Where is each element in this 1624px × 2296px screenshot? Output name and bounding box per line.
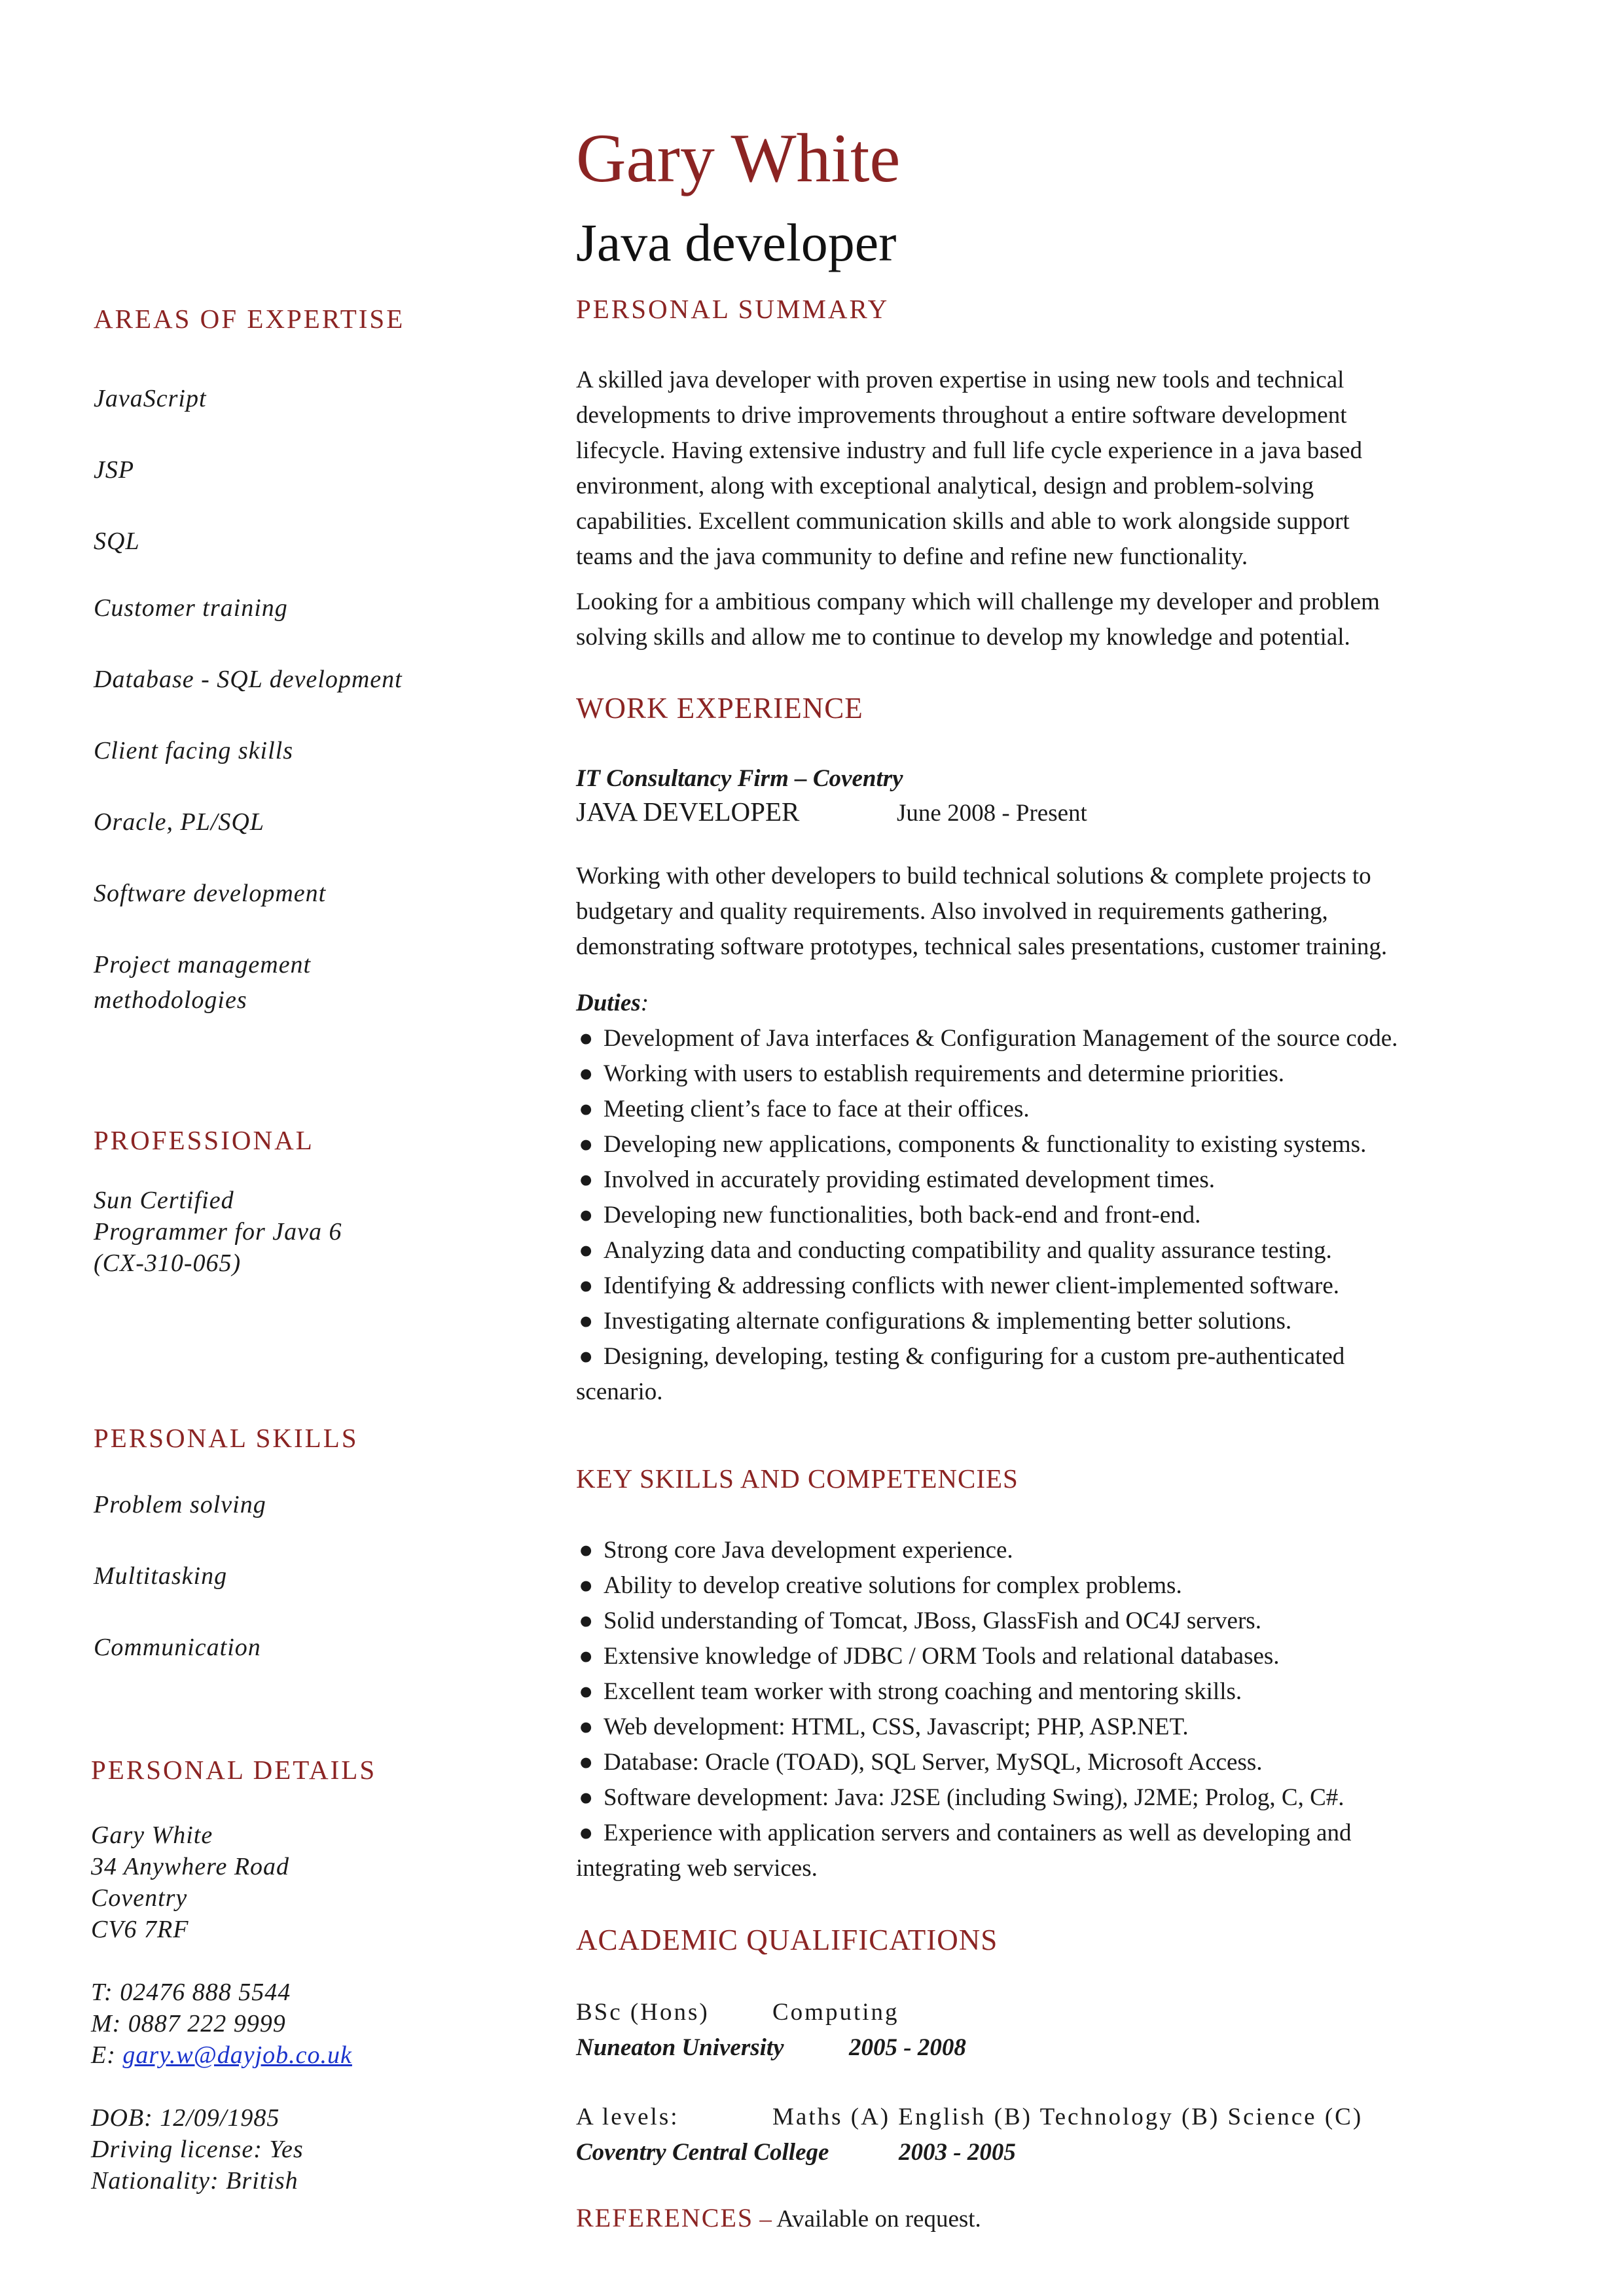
candidate-name: Gary White <box>576 120 901 196</box>
personal-summary <box>576 363 1545 655</box>
bullet-icon: ● <box>579 1572 594 1599</box>
bullet-icon: ● <box>579 1237 594 1264</box>
bullet-icon: ● <box>579 1343 594 1370</box>
duties-label-row: Duties: <box>576 990 649 1016</box>
references-heading: REFERENCES <box>576 2203 754 2233</box>
list-item: Communication <box>94 1634 261 1661</box>
list-item: ● Investigating alternate configurations & implementing better solutions. <box>576 1304 1545 1339</box>
key-skills <box>576 1533 1545 1886</box>
university-row <box>576 2030 1545 2066</box>
list-item: ● Web development: HTML, CSS, Javascript; PHP, ASP.NET. <box>576 1710 1545 1745</box>
list-item: ● Meeting client’s face to face at their offices. <box>576 1092 1545 1127</box>
degree-subject: Computing <box>772 1999 899 2026</box>
list-item: JSP <box>94 456 135 484</box>
list-item: Client facing skills <box>94 737 293 764</box>
personal-details-heading: PERSONAL DETAILS <box>91 1755 377 1785</box>
work-experience <box>576 762 1545 1410</box>
certification-line: Programmer for Java 6 <box>94 1218 342 1246</box>
summary-line: Looking for a ambitious company which will challenge my developer and problem <box>576 588 1380 615</box>
spacer <box>91 1945 497 1977</box>
email-link[interactable]: gary.w@dayjob.co.uk <box>122 2041 352 2069</box>
list-item: ● Developing new applications, components & functionality to existing systems. <box>576 1127 1545 1162</box>
list-item: ● Database: Oracle (TOAD), SQL Server, MySQL, Microsoft Access. <box>576 1745 1545 1780</box>
alevels-subjects: Maths (A) English (B) Technology (B) Science (C) <box>772 2104 1363 2130</box>
bullet-icon: ● <box>579 1678 594 1705</box>
academic-qualifications-heading: ACADEMIC QUALIFICATIONS <box>576 1924 998 1956</box>
list-item-continuation: scenario. <box>576 1378 663 1405</box>
driving-license: Driving license: Yes <box>91 2136 304 2163</box>
list-item: ● Ability to develop creative solutions for complex problems. <box>576 1568 1545 1604</box>
list-item: ● Extensive knowledge of JDBC / ORM Tools and relational databases. <box>576 1639 1545 1674</box>
college-dates: 2003 - 2005 <box>899 2139 1016 2166</box>
work-description-line: budgetary and quality requirements. Also involved in requirements gathering, <box>576 898 1328 925</box>
list-item: Problem solving <box>94 1491 266 1518</box>
telephone: T: 02476 888 5544 <box>91 1979 291 2006</box>
spacer <box>576 2066 1545 2100</box>
list-item: ● Excellent team worker with strong coaching and mentoring skills. <box>576 1674 1545 1710</box>
bullet-icon: ● <box>579 1166 594 1193</box>
list-item: SQL <box>94 528 140 555</box>
personal-skills-heading: PERSONAL SKILLS <box>94 1423 359 1453</box>
list-item: ● Experience with application servers and containers as well as developing and <box>576 1816 1545 1851</box>
bullet-icon: ● <box>579 1308 594 1335</box>
list-item: Multitasking <box>94 1562 228 1590</box>
bullet-icon: ● <box>579 1713 594 1740</box>
bullet-icon: ● <box>579 1784 594 1811</box>
bullet-icon: ● <box>579 1096 594 1122</box>
list-item: ● Involved in accurately providing estimated development times. <box>576 1162 1545 1198</box>
bullet-icon: ● <box>579 1820 594 1846</box>
summary-line: A skilled java developer with proven expertise in using new tools and technical <box>576 367 1344 393</box>
degree: BSc (Hons) <box>576 1999 710 2026</box>
certification-block <box>94 1185 499 1279</box>
duties-label: Duties <box>576 990 641 1016</box>
list-item: Customer training <box>94 594 288 622</box>
list-item: ● Development of Java interfaces & Configuration Management of the source code. <box>576 1021 1545 1056</box>
address-line: Coventry <box>91 1884 188 1912</box>
academic-qualifications <box>576 1995 1545 2170</box>
bullet-icon: ● <box>579 1537 594 1564</box>
key-skills-heading: KEY SKILLS AND COMPETENCIES <box>576 1463 1019 1494</box>
job-title: Java developer <box>576 213 897 272</box>
spacer <box>576 575 1545 584</box>
list-item: Project management methodologies <box>94 951 312 1014</box>
employer: IT Consultancy Firm – Coventry <box>576 765 903 792</box>
role: JAVA DEVELOPER <box>576 797 800 827</box>
references-text: Available on request. <box>776 2206 981 2233</box>
references-row <box>576 2200 1545 2237</box>
spacer <box>576 965 1545 986</box>
areas-of-expertise-list <box>94 381 499 1054</box>
university: Nuneaton University <box>576 2034 784 2061</box>
list-item: ● Strong core Java development experience. <box>576 1533 1545 1568</box>
summary-line: environment, along with exceptional analytical, design and problem-solving <box>576 473 1314 499</box>
work-experience-heading: WORK EXPERIENCE <box>576 692 863 725</box>
role-row <box>576 795 1545 830</box>
alevels-row <box>576 2100 1545 2135</box>
summary-line: developments to drive improvements throughout a entire software development <box>576 402 1347 429</box>
bullet-icon: ● <box>579 1272 594 1299</box>
work-description-line: Working with other developers to build technical solutions & complete projects to <box>576 863 1371 889</box>
email-label: E: <box>91 2041 116 2069</box>
bullet-icon: ● <box>579 1060 594 1087</box>
alevels-label: A levels: <box>576 2104 679 2130</box>
college: Coventry Central College <box>576 2139 829 2166</box>
list-item: Oracle, PL/SQL <box>94 808 264 836</box>
summary-line: solving skills and allow me to continue to develop my knowledge and potential. <box>576 624 1350 651</box>
address-line: 34 Anywhere Road <box>91 1853 290 1880</box>
personal-skills-list <box>94 1487 499 1701</box>
list-item-continuation: integrating web services. <box>576 1855 818 1882</box>
spacer <box>91 2071 497 2102</box>
duties-list <box>576 1021 1545 1410</box>
personal-summary-heading: PERSONAL SUMMARY <box>576 294 890 324</box>
degree-row <box>576 1995 1545 2030</box>
list-item: ● Analyzing data and conducting compatibility and quality assurance testing. <box>576 1233 1545 1268</box>
bullet-icon: ● <box>579 1131 594 1158</box>
address-line: CV6 7RF <box>91 1916 189 1943</box>
summary-line: teams and the java community to define and refine new functionality. <box>576 543 1248 570</box>
bullet-icon: ● <box>579 1643 594 1670</box>
bullet-icon: ● <box>579 1025 594 1052</box>
work-description-line: demonstrating software prototypes, technical sales presentations, customer training. <box>576 933 1388 960</box>
list-item: Database - SQL development <box>94 666 403 693</box>
address-line: Gary White <box>91 1821 213 1849</box>
spacer <box>576 830 1545 859</box>
list-item: JavaScript <box>94 385 207 412</box>
summary-line: capabilities. Excellent communication skills and able to work alongside support <box>576 508 1350 535</box>
bullet-icon: ● <box>579 1607 594 1634</box>
list-item: ● Solid understanding of Tomcat, JBoss, GlassFish and OC4J servers. <box>576 1604 1545 1639</box>
list-item: ● Designing, developing, testing & configuring for a custom pre-authenticated <box>576 1339 1545 1374</box>
college-row <box>576 2135 1545 2170</box>
references-dash: – <box>753 2206 777 2233</box>
role-dates: June 2008 - Present <box>897 800 1087 827</box>
summary-line: lifecycle. Having extensive industry and full life cycle experience in a java based <box>576 437 1362 464</box>
list-item: ● Developing new functionalities, both back-end and front-end. <box>576 1198 1545 1233</box>
email-row <box>91 2039 497 2071</box>
bullet-icon: ● <box>579 1749 594 1776</box>
list-item: ● Identifying & addressing conflicts with newer client-implemented software. <box>576 1268 1545 1304</box>
personal-details-block <box>91 1820 497 2197</box>
certification-line: (CX-310-065) <box>94 1249 242 1277</box>
university-dates: 2005 - 2008 <box>849 2034 966 2061</box>
list-item: Software development <box>94 880 327 907</box>
bullet-icon: ● <box>579 1202 594 1229</box>
mobile: M: 0887 222 9999 <box>91 2010 286 2037</box>
list-item: ● Working with users to establish requirements and determine priorities. <box>576 1056 1545 1092</box>
nationality: Nationality: British <box>91 2167 298 2195</box>
professional-heading: PROFESSIONAL <box>94 1125 314 1155</box>
certification-line: Sun Certified <box>94 1187 234 1214</box>
list-item: ● Software development: Java: J2SE (including Swing), J2ME; Prolog, C, C#. <box>576 1780 1545 1816</box>
key-skills-list <box>576 1533 1545 1886</box>
areas-of-expertise-heading: AREAS OF EXPERTISE <box>94 304 405 334</box>
date-of-birth: DOB: 12/09/1985 <box>91 2104 280 2132</box>
